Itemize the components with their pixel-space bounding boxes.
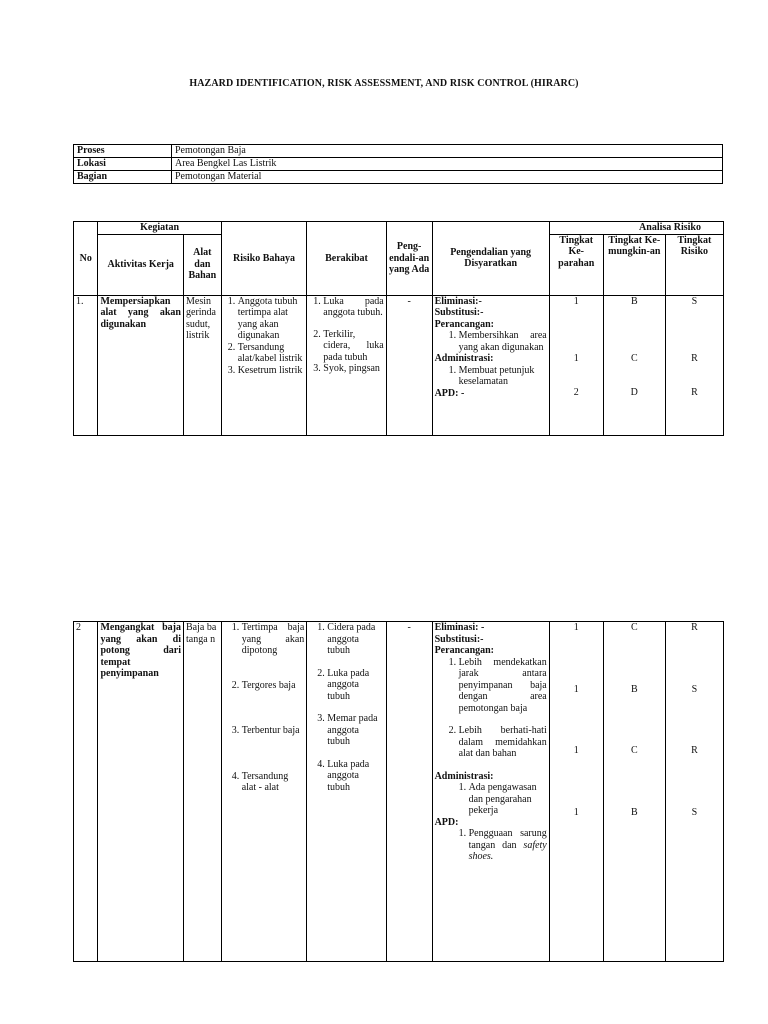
list-item: 1. Ada pengawasan dan pengarahan pekerja — [469, 782, 547, 817]
apd-item-italic: safety shoes. — [468, 839, 547, 862]
list-item: 4. Luka pada anggota tubuh — [327, 759, 383, 794]
apd-item-text: Pengguaan sarung tangan dan — [468, 828, 547, 851]
administrasi-label: Administrasi: — [434, 770, 494, 782]
header-pengendalian-disyaratkan: Pengendalian yang Disyaratkan — [432, 222, 549, 296]
risk-value: D — [630, 386, 638, 398]
tingkat-keparahan — [549, 295, 603, 435]
risk-value: 1 — [573, 295, 579, 307]
eliminasi-label: Eliminasi: - — [434, 622, 485, 633]
list-item: 1. Membuat petunjuk keselamatan — [459, 365, 547, 388]
risk-value: R — [691, 353, 698, 364]
alat-bahan: Mesin gerinda sudut, listrik — [184, 295, 222, 435]
list-item: 3. Terbentur baja — [242, 725, 305, 737]
proses-value: Pemotongan Baja — [172, 145, 723, 158]
header-pengendalian-ada: Peng-endali-an yang Ada — [386, 222, 432, 296]
tingkat-kemungkinan — [603, 295, 665, 435]
risk-value: R — [691, 745, 698, 756]
substitusi-label: Substitusi:- — [434, 307, 484, 318]
info-row-bagian — [74, 171, 723, 184]
aktivitas-kerja: Mempersiapkan alat yang akan digunakan — [98, 295, 184, 435]
tingkat-risiko — [665, 622, 723, 962]
list-item: 1. Anggota tubuh tertimpa alat yang akan digunakan — [238, 296, 305, 342]
berakibat — [307, 295, 386, 435]
risiko-bahaya — [221, 295, 307, 435]
risk-value: 1 — [573, 353, 579, 364]
risk-value: S — [691, 806, 698, 818]
alat-bahan: Baja batanga n — [184, 622, 222, 962]
risk-value: S — [691, 683, 698, 695]
pengendalian-ada: - — [386, 295, 432, 435]
perancangan-label: Perancangan: — [434, 645, 495, 656]
risk-value: S — [691, 295, 698, 307]
list-item: 1. Membersihkan area yang akan digunakan — [459, 330, 547, 353]
eliminasi-label: Eliminasi:- — [434, 295, 482, 307]
info-row-lokasi — [74, 158, 723, 171]
header-kegiatan: Kegiatan — [98, 222, 221, 235]
risk-value: B — [630, 683, 638, 695]
risk-value: 2 — [573, 386, 579, 398]
row-no: 1. — [74, 295, 98, 435]
list-item: 1. Cidera pada anggota tubuh — [327, 622, 383, 657]
berakibat — [307, 622, 386, 962]
header-analisa-risiko: Analisa Risiko — [549, 222, 723, 235]
risk-value: 1 — [573, 622, 579, 633]
list-item: 2. Luka pada anggota tubuh — [327, 668, 383, 703]
tingkat-risiko — [665, 295, 723, 435]
lokasi-label: Lokasi — [74, 158, 172, 171]
apd-label: APD: — [434, 816, 459, 828]
risk-value: C — [630, 622, 638, 633]
risk-value: R — [691, 622, 698, 633]
list-item: 1. Tertimpa baja yang akan dipotong — [242, 622, 305, 657]
row-no: 2 — [74, 622, 98, 962]
info-row-proses — [74, 145, 723, 158]
proses-label: Proses — [74, 145, 172, 158]
aktivitas-kerja: Mengangkat baja yang akan di potong dari tempat penyimpanan — [98, 622, 184, 962]
list-item: 2. Tersandung alat/kabel listrik — [238, 342, 305, 365]
risk-value: B — [630, 295, 638, 307]
list-item: 4. Tersandung alat - alat — [242, 771, 305, 794]
header-aktivitas-kerja: Aktivitas Kerja — [98, 234, 184, 295]
hirarc-table-2 — [73, 621, 724, 962]
header-berakibat: Berakibat — [307, 222, 386, 296]
substitusi-label: Substitusi:- — [434, 633, 484, 645]
bagian-value: Pemotongan Material — [172, 171, 723, 184]
list-item: 1. Luka pada anggota tubuh. — [323, 296, 383, 319]
pengendalian-disyaratkan — [432, 622, 549, 962]
tingkat-keparahan — [549, 622, 603, 962]
header-keparahan: Tingkat Ke-parahan — [549, 234, 603, 295]
table-row — [74, 622, 724, 962]
header-alat-bahan: Alat dan Bahan — [184, 234, 222, 295]
list-item — [469, 828, 547, 863]
bagian-label: Bagian — [74, 171, 172, 184]
risk-value: 1 — [573, 683, 579, 695]
list-item: 1. Lebih mendekatkan jarak antara penyimpanan baja dengan area pemotongan baja — [459, 657, 547, 715]
list-item: 3. Syok, pingsan — [323, 363, 383, 375]
risiko-bahaya — [221, 622, 307, 962]
risk-value: C — [630, 353, 638, 364]
administrasi-label: Administrasi: — [434, 353, 494, 364]
document-title: HAZARD IDENTIFICATION, RISK ASSESSMENT, AND RISK CONTROL (HIRARC) — [189, 78, 579, 89]
tingkat-kemungkinan — [603, 622, 665, 962]
list-item: 3. Memar pada anggota tubuh — [327, 713, 383, 748]
header-tingkat-risiko: Tingkat Risiko — [665, 234, 723, 295]
header-risiko-bahaya: Risiko Bahaya — [221, 222, 307, 296]
header-kemungkinan: Tingkat Ke-mungkin-an — [603, 234, 665, 295]
pengendalian-disyaratkan — [432, 295, 549, 435]
list-item: 2. Lebih berhati-hati dalam memidahkan alat dan bahan — [459, 725, 547, 760]
list-item: 3. Kesetrum listrik — [238, 365, 305, 377]
lokasi-value: Area Bengkel Las Listrik — [172, 158, 723, 171]
perancangan-label: Perancangan: — [434, 318, 495, 330]
list-item: 2. Tergores baja — [242, 680, 305, 692]
header-no: No — [74, 222, 98, 296]
risk-value: 1 — [573, 806, 579, 818]
pengendalian-ada: - — [386, 622, 432, 962]
process-info-table — [73, 144, 723, 184]
risk-value: 1 — [573, 745, 579, 756]
risk-value: B — [630, 806, 638, 818]
table-row — [74, 295, 724, 435]
apd-label: APD: - — [434, 387, 465, 399]
list-item: 2. Terkilir, cidera, luka pada tubuh — [323, 329, 383, 364]
risk-value: C — [630, 745, 638, 756]
risk-value: R — [691, 386, 698, 398]
hirarc-table-1 — [73, 221, 724, 436]
